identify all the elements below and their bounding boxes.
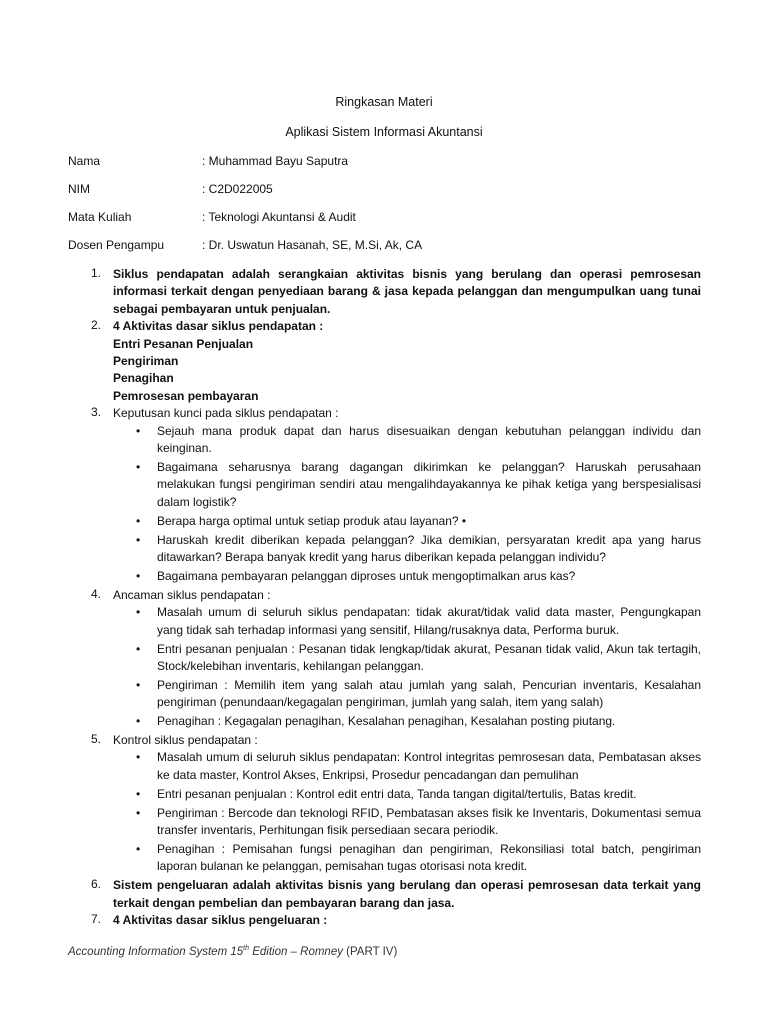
list-item-body xyxy=(113,587,701,731)
list-item xyxy=(0,266,768,318)
bullet-icon: • xyxy=(136,513,141,528)
list-item xyxy=(0,405,768,585)
footer-book-title: Accounting Information System 15 xyxy=(68,946,244,958)
list-item-body xyxy=(113,912,701,929)
bullet-text: Pengiriman : Memilih item yang salah atau jumlah yang salah, Pencurian inventaris, Kesalahan pengiriman (penundaan/kegagalan pengiriman, jumlah yang salah, item yang salah) xyxy=(157,677,701,710)
bullet-icon: • xyxy=(136,677,141,692)
list-item-text: Ancaman siklus pendapatan : xyxy=(113,587,271,602)
list-number: 2. xyxy=(91,318,102,333)
list-item-text: Sistem pengeluaran adalah aktivitas bisnis yang berulang dan operasi pemrosesan data terkait yang terkait dengan pembelian dan pembayaran barang dan jasa. xyxy=(113,878,701,910)
footer-part: (PART IV) xyxy=(342,946,398,958)
bullet-text: Entri pesanan penjualan : Pesanan tidak lengkap/tidak akurat, Pesanan tidak valid, Akun tak tertagih, Stock/kelebihan inventaris, kehilangan pelanggan. xyxy=(157,641,701,673)
bullet-item xyxy=(136,423,701,458)
bullet-item xyxy=(136,677,701,712)
meta-label: Dosen Pengampu xyxy=(68,238,165,252)
list-item-text: 4 Aktivitas dasar siklus pendapatan : xyxy=(113,319,324,334)
bullet-text: Berapa harga optimal untuk setiap produk atau layanan? • xyxy=(157,513,467,528)
bullet-text: Bagaimana seharusnya barang dagangan dikirimkan ke pelanggan? Haruskah perusahaan melakukan fungsi pengiriman sendiri atau mengalihdayakannya ke pihak ketiga yang berspesialisasi dalam logistik? xyxy=(157,459,701,509)
content-list xyxy=(0,266,768,930)
document-subtitle: Aplikasi Sistem Informasi Akuntansi xyxy=(285,125,483,139)
bullet-text: Haruskah kredit diberikan kepada pelanggan? Jika demikian, persyaratan kredit apa yang harus ditawarkan? Berapa banyak kredit yang harus diberikan kepada pelanggan individu? xyxy=(157,532,701,564)
list-item-body xyxy=(113,266,701,318)
list-item-body xyxy=(113,877,701,912)
bullet-list xyxy=(113,423,701,586)
activity-line: Pengiriman xyxy=(113,354,179,369)
bullet-icon: • xyxy=(136,750,141,765)
list-item xyxy=(0,912,768,929)
bullet-icon: • xyxy=(136,805,141,820)
bullet-icon: • xyxy=(136,568,141,583)
bullet-item xyxy=(136,749,701,784)
document-title: Ringkasan Materi xyxy=(335,95,433,109)
bullet-text: Penagihan : Pemisahan fungsi penagihan dan pengiriman, Rekonsiliasi total batch, pengiriman laporan bulanan ke pelanggan, pemisahan tugas otorisasi nota kredit. xyxy=(157,842,701,874)
activity-line: Entri Pesanan Penjualan xyxy=(113,336,254,351)
bullet-item xyxy=(136,532,701,567)
meta-label: NIM xyxy=(68,182,90,196)
bullet-icon: • xyxy=(136,423,141,438)
list-item-text: 4 Aktivitas dasar siklus pengeluaran : xyxy=(113,913,328,928)
list-number: 4. xyxy=(91,586,102,601)
list-item xyxy=(0,732,768,876)
bullet-item xyxy=(136,805,701,840)
bullet-text: Pengiriman : Bercode dan teknologi RFID, Pembatasan akses fisik ke Inventaris, Dokumentasi semua transfer inventaris, Perhitungan fisik persediaan secara periodik. xyxy=(157,805,701,838)
bullet-text: Entri pesanan penjualan : Kontrol edit entri data, Tanda tangan digital/tertulis, Batas kredit. xyxy=(157,786,637,801)
bullet-text: Masalah umum di seluruh siklus pendapatan: Kontrol integritas pemrosesan data, Pembatasan akses ke data master, Kontrol Akses, Enkripsi, Prosedur pencadangan dan pemulihan xyxy=(157,750,701,782)
bullet-text: Masalah umum di seluruh siklus pendapatan: tidak akurat/tidak valid data master, Pengungkapan yang tidak sah terhadap informasi yang sensitif, Hilang/rusaknya data, Performa buruk. xyxy=(157,605,701,637)
list-number: 5. xyxy=(91,732,102,747)
list-number: 7. xyxy=(91,912,102,927)
meta-row-nim xyxy=(68,182,708,198)
meta-row-mata-kuliah xyxy=(68,210,708,226)
list-item-body xyxy=(113,318,701,405)
meta-row-nama xyxy=(68,154,708,170)
list-item-text: Siklus pendapatan adalah serangkaian aktivitas bisnis yang berulang dan operasi pemrosesan informasi terkait dengan penyediaan barang & jasa kepada pelanggan dan mengumpulkan uang tunai sebagai pembayaran untuk penjualan. xyxy=(113,267,701,316)
bullet-icon: • xyxy=(136,641,141,656)
list-item-body xyxy=(113,732,701,876)
bullet-icon: • xyxy=(136,532,141,547)
list-item xyxy=(0,318,768,405)
bullet-item xyxy=(136,604,701,639)
bullet-list xyxy=(113,604,701,730)
bullet-item xyxy=(136,713,701,730)
list-number: 6. xyxy=(91,877,102,892)
bullet-text: Penagihan : Kegagalan penagihan, Kesalahan penagihan, Kesalahan posting piutang. xyxy=(157,714,616,729)
footer-edition-suffix: th xyxy=(243,945,249,953)
bullet-item xyxy=(136,513,701,530)
footer-author: Edition – Romney xyxy=(249,946,343,958)
bullet-icon: • xyxy=(136,714,141,729)
bullet-item xyxy=(136,459,701,511)
bullet-icon: • xyxy=(136,605,141,620)
list-item xyxy=(0,587,768,731)
bullet-icon: • xyxy=(136,842,141,856)
page-footer xyxy=(68,946,397,958)
bullet-text: Bagaimana pembayaran pelanggan diproses untuk mengoptimalkan arus kas? xyxy=(157,568,576,583)
list-item-text: Keputusan kunci pada siklus pendapatan : xyxy=(113,406,339,421)
bullet-item xyxy=(136,641,701,676)
meta-label: Nama xyxy=(68,154,101,168)
list-item xyxy=(0,877,768,912)
bullet-text: Sejauh mana produk dapat dan harus disesuaikan dengan kebutuhan pelanggan individu dan keinginan. xyxy=(157,423,701,456)
activity-line: Penagihan xyxy=(113,371,174,386)
meta-label: Mata Kuliah xyxy=(68,210,132,224)
meta-row-dosen-pengampu xyxy=(68,238,708,254)
bullet-icon: • xyxy=(136,786,141,801)
meta-value: : Dr. Uswatun Hasanah, SE, M.Si, Ak, CA xyxy=(202,238,423,252)
meta-value: : Teknologi Akuntansi & Audit xyxy=(202,210,356,224)
list-number: 3. xyxy=(91,405,102,420)
meta-value: : C2D022005 xyxy=(202,182,273,196)
bullet-item xyxy=(136,786,701,803)
list-item-text: Kontrol siklus pendapatan : xyxy=(113,733,258,748)
bullet-list xyxy=(113,749,701,875)
bullet-item xyxy=(136,841,701,876)
list-number: 1. xyxy=(91,266,102,280)
list-item-body xyxy=(113,405,701,585)
bullet-item xyxy=(136,568,701,585)
bullet-icon: • xyxy=(136,459,141,474)
activity-line: Pemrosesan pembayaran xyxy=(113,388,259,403)
meta-value: : Muhammad Bayu Saputra xyxy=(202,154,349,168)
